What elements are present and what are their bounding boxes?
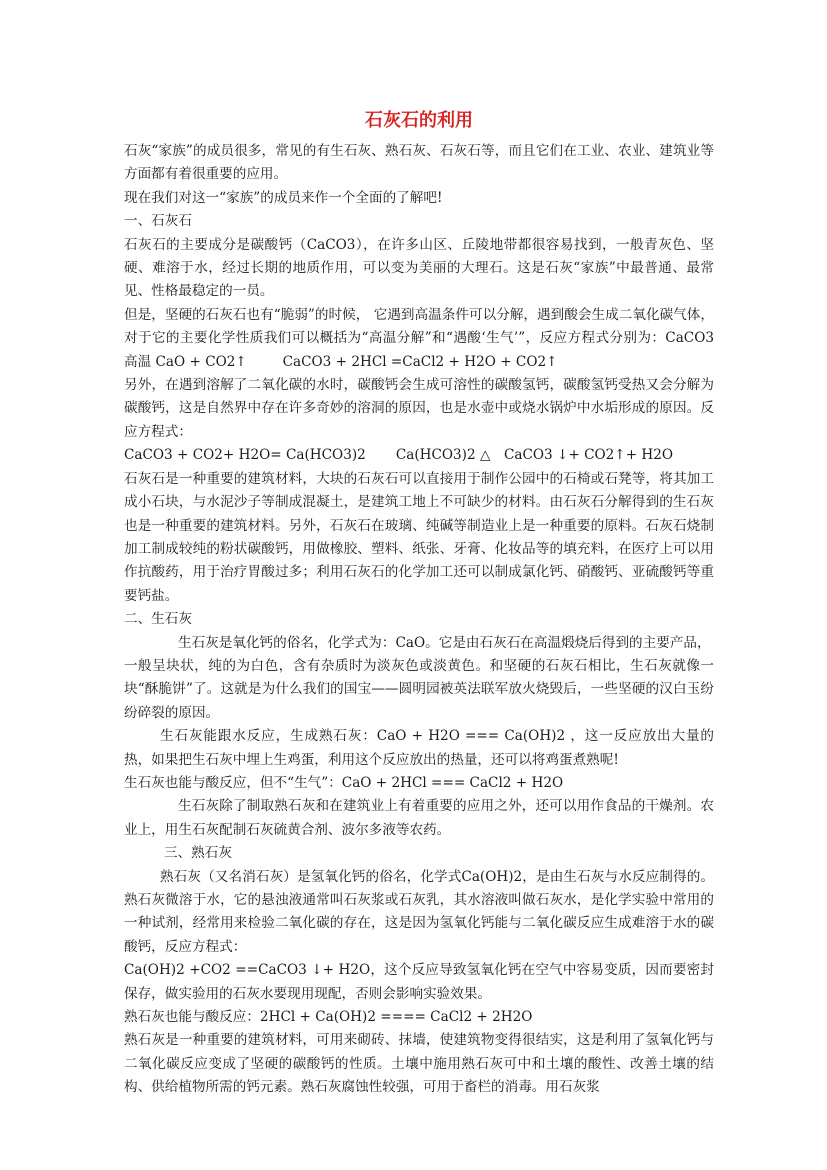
document-title: 石灰石的利用 <box>365 110 473 131</box>
paragraph-limestone-dissolution: 另外，在遇到溶解了二氧化碳的水时，碳酸钙会生成可溶性的碳酸氢钙，碳酸氢钙受热又会分解为碳酸钙，这是自然界中存在许多奇妙的溶洞的原因，也是水壶中或烧水锅炉中水垢形成的原因。反应方程式： <box>124 377 714 440</box>
equation-bicarbonate-formation: CaCO3 + CO2+ H2O= Ca(HCO3)2 <box>124 447 366 464</box>
paragraph-quicklime-appearance: 一般呈块状，纯的为白色，含有杂质时为淡灰色或淡黄色。和坚硬的石灰石相比，生石灰就像一块“酥脆饼”了。这就是为什么我们的国宝——圆明园被英法联军放火烧毁后，一些坚硬的汉白玉纷纷碎裂的原因。 <box>124 657 714 721</box>
paragraph-slaked-lime-acid: 熟石灰也能与酸反应：2HCl + Ca(OH)2 ==== CaCl2 + 2H2O <box>124 1009 533 1026</box>
section-heading-slaked-lime: 三、熟石灰 <box>164 845 232 862</box>
equation-bicarbonate-decomposition: Ca(HCO3)2 △ CaCO3 ↓+ CO2↑+ H2O <box>395 447 674 464</box>
equation-line <box>124 444 714 467</box>
paragraph-quicklime-water: 生石灰能跟水反应，生成熟石灰：CaO + H2O === Ca(OH)2 ，这一反应放出大量的热，如果把生石灰中埋上生鸡蛋，利用这个反应放出的热量，还可以将鸡蛋煮熟呢! <box>124 728 714 768</box>
paragraph-limestone-composition: 石灰石的主要成分是碳酸钙（CaCO3），在许多山区、丘陵地带都很容易找到，一般青灰色、坚硬、难溶于水，经过长期的地质作用，可以变为美丽的大理石。这是石灰“家族”中最普通、最常见、性格最稳定的一员。 <box>124 236 714 300</box>
document-page <box>124 108 714 1100</box>
paragraph-limestone-properties: 但是，坚硬的石灰石也有“脆弱”的时候， 它遇到高温条件可以分解，遇到酸会生成二氧化碳气体，对于它的主要化学性质我们可以概括为“高温分解”和“遇酸‘生气’”，反应方程式分别为：CaCO3 高温 CaO + CO2↑ CaCO3 + 2HCl =CaCl2 + H2O + CO2↑ <box>124 306 714 370</box>
paragraph-intro: 石灰“家族”的成员很多，常见的有生石灰、熟石灰、石灰石等，而且它们在工业、农业、建筑业等方面都有着很重要的应用。 <box>124 143 714 183</box>
paragraph-intro-2: 现在我们对这一“家族”的成员来作一个全面的了解吧! <box>124 189 443 206</box>
section-heading-quicklime: 二、生石灰 <box>124 611 192 628</box>
paragraph-slaked-lime-definition: 熟石灰（又名消石灰）是氢氧化钙的俗名，化学式Ca(OH)2，是由生石灰与水反应制得的。熟石灰微溶于水，它的悬浊液通常叫石灰浆或石灰乳，其水溶液叫做石灰水，是化学实验中常用的一种试剂，经常用来检验二氧化碳的存在，这是因为氢氧化钙能与二氧化碳反应生成难溶于水的碳酸钙，反应方程式： <box>124 868 714 955</box>
paragraph-limestone-uses: 石灰石是一种重要的建筑材料，大块的石灰石可以直接用于制作公园中的石椅或石凳等，将其加工成小石块，与水泥沙子等制成混凝土，是建筑工地上不可缺少的材料。由石灰石分解得到的生石灰也是一种重要的建筑材料。另外，石灰石在玻璃、纯碱等制造业上是一种重要的原料。石灰石烧制加工制成较纯的粉状碳酸钙，用做橡胶、塑料、纸张、牙膏、化妆品等的填充料，在医疗上可以用作抗酸药，用于治疗胃酸过多；利用石灰石的化学加工还可以制成氯化钙、硝酸钙、亚硫酸钙等重要钙盐。 <box>124 470 714 604</box>
section-heading-limestone: 一、石灰石 <box>124 213 192 230</box>
paragraph-quicklime-acid: 生石灰也能与酸反应，但不“生气”：CaO + 2HCl === CaCl2 + H2O <box>124 774 564 791</box>
paragraph-slaked-lime-uses: 熟石灰是一种重要的建筑材料，可用来砌砖、抹墙，使建筑物变得很结实，这是利用了氢氧化钙与二氧化碳反应变成了坚硬的碳酸钙的性质。土壤中施用熟石灰可中和土壤的酸性、改善土壤的结构、供给植物所需的钙元素。熟石灰腐蚀性较强，可用于畜栏的消毒。用石灰浆 <box>124 1032 714 1096</box>
paragraph-quicklime-definition: 生石灰是氧化钙的俗名，化学式为：CaO。它是由石灰石在高温煅烧后得到的主要产品， <box>178 634 711 651</box>
paragraph-slaked-lime-reaction: Ca(OH)2 +CO2 ==CaCO3 ↓+ H2O，这个反应导致氢氧化钙在空气中容易变质，因而要密封保存，做实验用的石灰水要现用现配，否则会影响实验效果。 <box>124 962 714 1002</box>
paragraph-quicklime-uses: 生石灰除了制取熟石灰和在建筑业上有着重要的应用之外，还可以用作食品的干燥剂。农业上，用生石灰配制石灰硫黄合剂、波尔多液等农药。 <box>124 798 714 838</box>
